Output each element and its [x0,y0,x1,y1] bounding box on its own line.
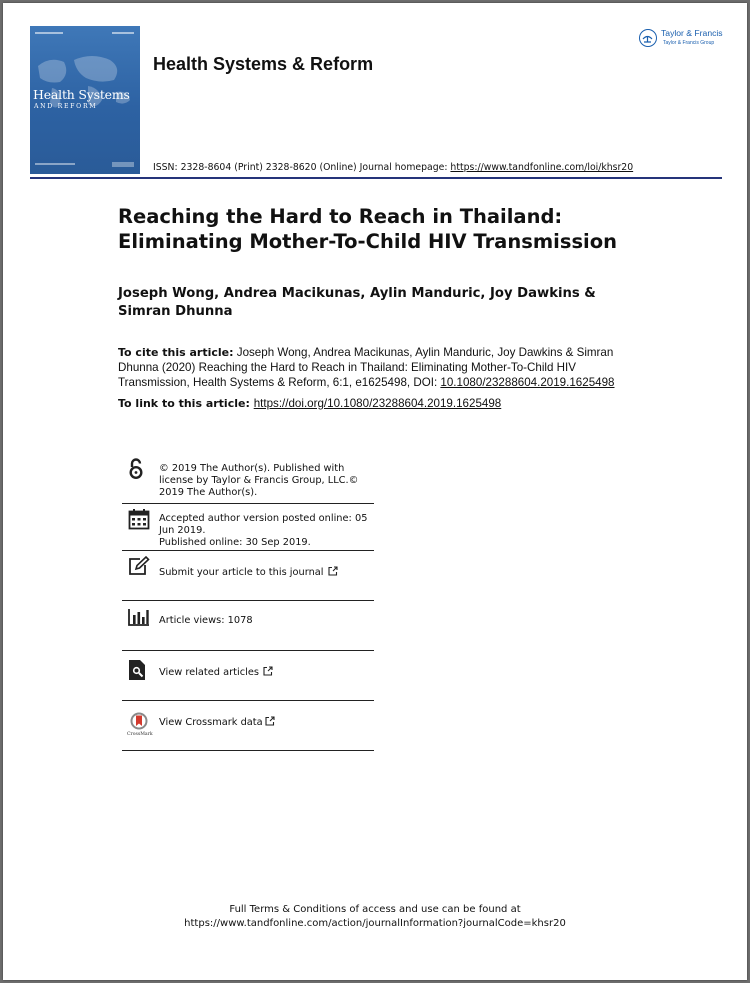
dates-text [159,513,371,549]
citation-block [118,345,638,390]
issn-text: ISSN: 2328-8604 (Print) 2328-8620 (Online) Journal homepage: [153,162,451,173]
publication-dates-row [122,503,374,551]
article-views: Article views: 1078 [159,615,253,626]
submit-article-row[interactable] [122,550,374,601]
cover-detail [35,32,63,34]
link-label: To link to this article: [118,397,254,410]
edit-icon [128,556,150,580]
journal-cover-image [30,26,140,174]
external-link-icon [265,716,275,726]
crossmark-icon [127,712,153,740]
footer-line1: Full Terms & Conditions of access and use can be found at [229,904,521,915]
crossmark-label: View Crossmark data [159,717,263,728]
footer-terms [3,903,747,930]
article-link-line [118,397,678,410]
cite-text: Joseph Wong, Andrea Macikunas, Aylin Manduric, Joy Dawkins & Simran Dhunna (2020) Reaching the Hard to Reach in Thailand: Eliminating Mother-To-Child HIV Transmission, Health Systems & Reform, 6:1, e1625498, DOI: [118,346,614,389]
bar-chart-icon [128,608,150,630]
journal-title: Health Systems & Reform [153,54,374,74]
publisher-logo[interactable] [639,28,731,52]
cover-subtitle: AND REFORM [34,103,98,110]
calendar-icon [128,508,150,534]
cover-detail [112,162,134,167]
article-authors: Joseph Wong, Andrea Macikunas, Aylin Manduric, Joy Dawkins & Simran Dhunna [118,286,596,319]
accepted-date: Accepted author version posted online: 05 Jun 2019. [159,513,368,536]
doi-link[interactable]: 10.1080/23288604.2019.1625498 [440,376,615,389]
cite-label: To cite this article: [118,346,234,359]
pdf-cover-page [3,3,747,980]
published-date: Published online: 30 Sep 2019. [159,537,311,548]
document-search-icon [128,659,148,685]
cover-detail [35,163,75,165]
related-label: View related articles [159,667,259,678]
issn-line [153,162,633,173]
related-articles-row[interactable] [122,650,374,701]
article-title: Reaching the Hard to Reach in Thailand: Eliminating Mother-To-Child HIV Transmission [118,205,618,253]
cover-detail [112,32,134,34]
article-doi-url[interactable]: https://doi.org/10.1080/23288604.2019.1625498 [253,397,502,410]
article-views-row [122,600,374,651]
related-articles-link[interactable] [159,666,371,679]
crossmark-link[interactable] [159,716,371,729]
external-link-icon [263,666,273,676]
crossmark-row[interactable] [122,700,374,751]
license-text: © 2019 The Author(s). Published with license by Taylor & Francis Group, LLC.© 2019 The Author(s). [159,463,359,498]
tf-logo-icon [639,29,657,47]
submit-label: Submit your article to this journal [159,567,324,578]
open-access-row [122,458,374,504]
header-divider [30,177,722,179]
crossmark-logo-text: CrossMark [127,732,153,736]
publisher-name: Taylor & Francis [661,28,723,38]
cover-title: Health Systems [33,87,130,102]
open-access-icon [128,458,144,484]
footer-terms-url[interactable]: https://www.tandfonline.com/action/journalInformation?journalCode=khsr20 [184,917,566,929]
publisher-group: Taylor & Francis Group [663,40,715,46]
journal-homepage-link[interactable]: https://www.tandfonline.com/loi/khsr20 [450,162,634,173]
external-link-icon [328,566,338,576]
submit-link[interactable] [159,566,371,579]
